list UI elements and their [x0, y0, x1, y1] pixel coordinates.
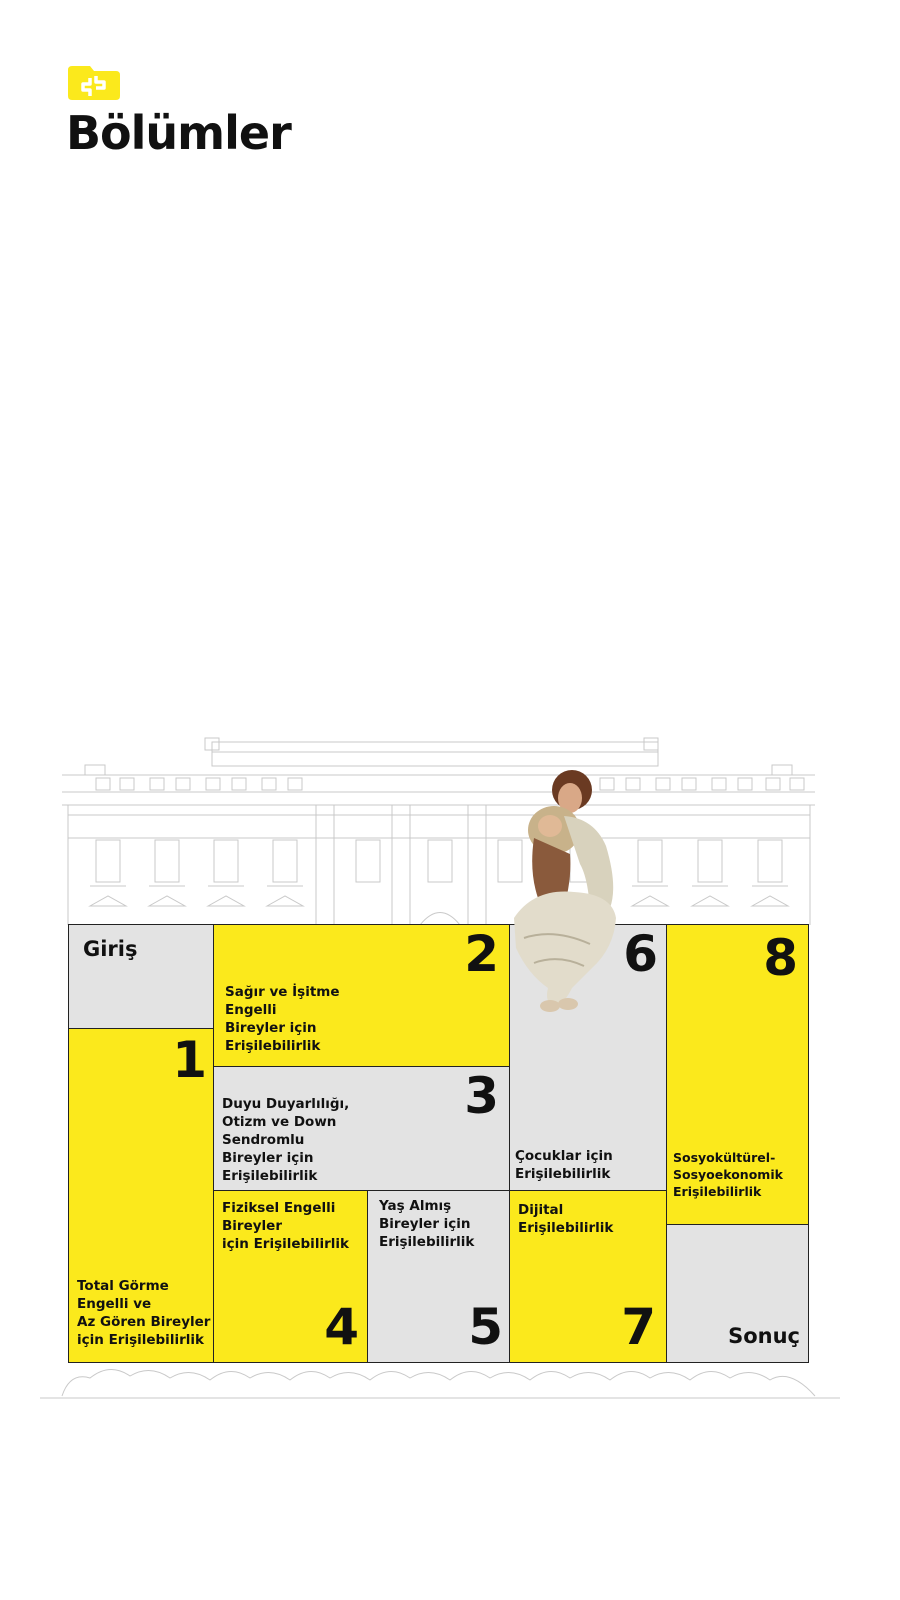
section-7-title: Dijital Erişilebilirlik [518, 1202, 614, 1236]
section-4[interactable] [213, 1190, 368, 1363]
section-8-number: 8 [763, 929, 798, 987]
section-7-number: 7 [621, 1298, 656, 1356]
section-8-title: Sosyokültürel- Sosyoekonomik Erişilebilirlik [673, 1150, 783, 1199]
section-5-title: Yaş Almış Bireyler için Erişilebilirlik [379, 1198, 475, 1250]
section-4-number: 4 [324, 1298, 359, 1356]
section-1-number: 1 [172, 1031, 207, 1089]
section-2-number: 2 [464, 925, 499, 983]
section-2[interactable] [213, 924, 510, 1067]
section-3-title: Duyu Duyarlılığı, Otizm ve Down Sendromlu Bireyler için Erişilebilirlik [222, 1096, 350, 1184]
section-6-number: 6 [623, 925, 658, 983]
page-title: Bölümler [66, 106, 291, 160]
section-giris-label: Giriş [83, 937, 138, 961]
section-7[interactable] [509, 1190, 667, 1363]
section-5-number: 5 [468, 1298, 503, 1356]
section-sonuc[interactable] [666, 1224, 809, 1363]
section-8[interactable] [666, 924, 809, 1225]
section-3[interactable] [213, 1066, 510, 1191]
section-5[interactable] [367, 1190, 510, 1363]
section-4-title: Fiziksel Engelli Bireyler için Erişilebilirlik [222, 1200, 349, 1252]
section-6-title: Çocuklar için Erişilebilirlik [515, 1148, 613, 1182]
section-giris[interactable] [68, 924, 214, 1029]
section-1-title: Total Görme Engelli ve Az Gören Bireyler için Erişilebilirlik [77, 1278, 211, 1348]
section-2-title: Sağır ve İşitme Engelli Bireyler için Erişilebilirlik [225, 984, 340, 1054]
brand-logo-icon [68, 66, 120, 100]
seated-figure-illustration [494, 768, 634, 1018]
section-sonuc-label: Sonuç [728, 1324, 800, 1348]
section-1[interactable] [68, 1028, 214, 1363]
section-3-number: 3 [464, 1067, 499, 1125]
